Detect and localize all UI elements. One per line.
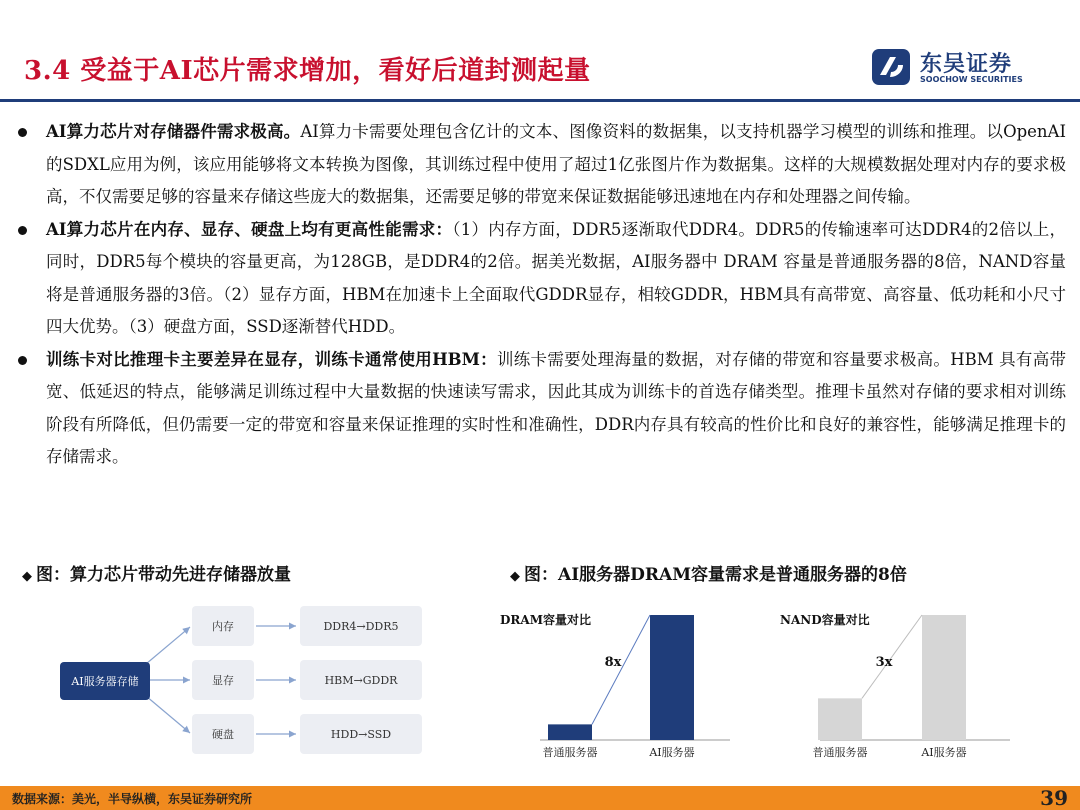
capacity-charts xyxy=(490,598,1030,778)
bullet-dot-icon xyxy=(18,226,27,235)
page-number: 39 xyxy=(1040,786,1068,810)
bullet-item xyxy=(16,344,1066,474)
flow-arrow xyxy=(146,627,190,664)
bullet-text: AI算力卡需要处理包含亿计的文本、图像资料的数据集，以支持机器学习模型的训练和推理。以OpenAI的SDXL应用为例，该应用能够将文本转换为图像，其训练过程中使用了超过1亿张图片作为数据集。这样的大规模数据处理对内存的要求极高，不仅需要足够的容量来存储这些庞大的数据集，还需要足够的带宽来保证数据能够迅速地在内存和处理器之间传输。 xyxy=(46,122,1066,206)
figure-left-caption xyxy=(22,560,291,585)
chart-annotation: 3x xyxy=(875,655,893,670)
bullet-list xyxy=(16,116,1066,474)
bullet-lead: 训练卡对比推理卡主要差异在显存，训练卡通常使用HBM： xyxy=(46,349,497,369)
chart-bar xyxy=(548,724,592,740)
ssd-upgrade-node: HDD→SSD xyxy=(300,714,422,754)
chart-tick-label: AI服务器 xyxy=(649,746,695,759)
chart-title: DRAM容量对比 xyxy=(500,613,591,627)
chart-title: NAND容量对比 xyxy=(780,613,870,627)
chart-tick-label: 普通服务器 xyxy=(542,746,598,759)
hbm-upgrade-node: HBM→GDDR xyxy=(300,660,422,700)
figure-left-caption-text: 图：算力芯片带动先进存储器放量 xyxy=(36,565,291,585)
bullet-dot-icon xyxy=(18,128,27,137)
memory-node: 内存 xyxy=(192,606,254,646)
vram-node: 显存 xyxy=(192,660,254,700)
figure-right-caption xyxy=(510,560,907,585)
ddr-upgrade-node: DDR4→DDR5 xyxy=(300,606,422,646)
page-title: 3.4 受益于AI芯片需求增加，看好后道封测起量 xyxy=(24,56,591,86)
chart-bar xyxy=(922,615,966,740)
chart-bar xyxy=(650,615,694,740)
bullet-text: 训练卡需要处理海量的数据，对存储的带宽和容量要求极高。HBM 具有高带宽、低延迟的特点，能够满足训练过程中大量数据的快速读写需求，因此其成为训练卡的首选存储类型。推理卡虽然对存储的要求相对训练阶段有所降低，但仍需要一定的带宽和容量来保证推理的实时性和准确性，DDR内存具有较高的性价比和良好的兼容性，能够满足推理卡的存储需求。 xyxy=(46,349,1066,466)
chart-tick-label: AI服务器 xyxy=(921,746,967,759)
chart-bar xyxy=(818,698,862,740)
diamond-icon: ◆ xyxy=(510,569,520,584)
disk-node: 硬盘 xyxy=(192,714,254,754)
figure-right-caption-text: 图：AI服务器DRAM容量需求是普通服务器的8倍 xyxy=(524,565,907,585)
diamond-icon: ◆ xyxy=(22,569,32,584)
bullet-item xyxy=(16,116,1066,214)
bullet-text: （1）内存方面，DDR5逐渐取代DDR4。DDR5的传输速率可达DDR4的2倍以上，同时，DDR5每个模块的容量更高，为128GB，是DDR4的2倍。据美光数据，AI服务器中 DRAM 容量是普通服务器的8倍，NAND容量将是普通服务器的3倍。（2）显存方面，HBM在加速卡上全面取代GDDR显存，相较GDDR，HBM具有高带宽、高容量、低功耗和小尺寸四大优势。（3）硬盘方面，SSD逐渐替代HDD。 xyxy=(46,219,1066,336)
chart-tick-label: 普通服务器 xyxy=(812,746,868,759)
bullet-dot-icon xyxy=(18,356,27,365)
storage-flow-diagram xyxy=(40,600,440,770)
logo-english-name: SOOCHOW SECURITIES xyxy=(920,75,1023,84)
soochow-logo-icon xyxy=(872,49,910,85)
chart-annotation: 8x xyxy=(604,655,622,670)
flow-arrow xyxy=(146,696,190,733)
title-divider xyxy=(0,99,1080,102)
bullet-lead: AI算力芯片对存储器件需求极高。 xyxy=(46,122,301,141)
company-logo xyxy=(872,47,1042,89)
logo-chinese-name: 东吴证券 xyxy=(920,52,1013,77)
ai-server-storage-node: AI服务器存储 xyxy=(60,662,150,700)
footer-bar xyxy=(0,786,1080,810)
bullet-lead: AI算力芯片在内存、显存、硬盘上均有更高性能需求： xyxy=(46,219,453,239)
data-source: 数据来源：美光，半导纵横，东吴证券研究所 xyxy=(12,792,253,806)
bullet-item xyxy=(16,214,1066,344)
